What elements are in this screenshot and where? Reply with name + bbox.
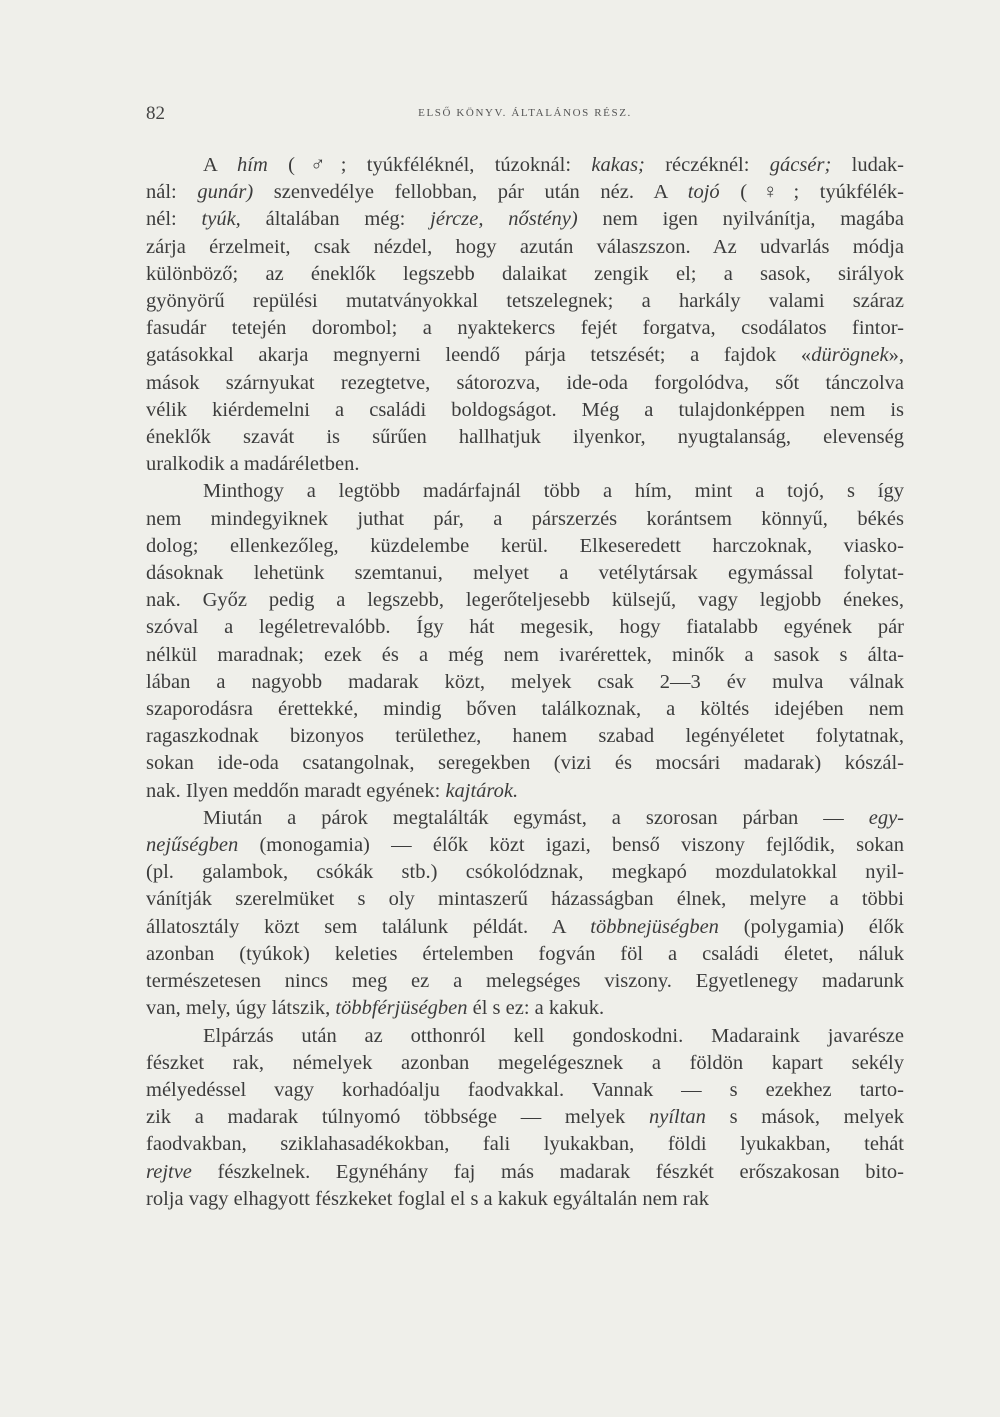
running-head: ELSŐ KÖNYV. ÁLTALÁNOS RÉSZ. xyxy=(418,107,632,119)
text-line xyxy=(146,560,904,587)
text-run: azonban (tyúkok) keleties értelemben fogván föl a családi életet, náluk xyxy=(146,942,904,965)
text-line xyxy=(146,424,904,451)
italic-term: nyíltan xyxy=(648,1106,706,1129)
text-run: van, mely, úgy látszik, xyxy=(146,997,336,1020)
text-line xyxy=(146,669,904,696)
text-line xyxy=(146,234,904,261)
text-line xyxy=(146,805,904,832)
text-run: s mások, melyek xyxy=(705,1106,904,1129)
italic-term: rejtve xyxy=(146,1160,192,1183)
text-run: A xyxy=(203,154,238,176)
text-run: él s ez: a kakuk. xyxy=(467,997,605,1020)
text-line xyxy=(146,206,904,233)
text-run: szaporodásra érettekké, mindig bőven találkoznak, a költés idejében nem xyxy=(146,698,904,721)
italic-term: tyúk, xyxy=(201,208,241,231)
text-line xyxy=(146,696,904,723)
text-line xyxy=(146,832,904,859)
text-line xyxy=(146,859,904,886)
paragraph xyxy=(146,805,904,1023)
text-run: mélyedéssel vagy korhadóalju faodvakkal. Vannak — s ezekhez tarto- xyxy=(146,1078,904,1101)
text-run: nem igen nyilvánítja, magába xyxy=(577,208,904,231)
text-run: dolog; ellenkezőleg, küzdelembe kerül. Elkeseredett harczoknak, viasko- xyxy=(146,534,904,557)
text-run: (pl. galambok, csókák stb.) csókolódznak, megkapó mozdulatokkal nyil- xyxy=(146,861,904,884)
italic-term: többférjüségben xyxy=(335,997,468,1020)
text-run: réczéknél: xyxy=(644,154,770,176)
text-run: nem mindegyiknek juthat pár, a párszerzés korántsem könnyű, békés xyxy=(146,507,904,530)
text-run: nak. Győz pedig a legszebb, legerőteljesebb külsejű, vagy legjobb énekes, xyxy=(146,589,904,612)
text-run: nél: xyxy=(146,208,202,231)
italic-term: kajtárok. xyxy=(445,779,519,802)
text-run: ragaszkodnak bizonyos területhez, hanem szabad legényéletet folytatnak, xyxy=(146,725,904,748)
text-run: általában még: xyxy=(240,208,431,231)
text-line xyxy=(146,1104,904,1131)
text-run: szóval a legéletrevalóbb. Így hát megesik, hogy fiatalabb egyének pár xyxy=(146,616,904,639)
text-run: Elpárzás után az otthonról kell gondoskodni. Madaraink javarésze xyxy=(203,1024,904,1047)
text-line xyxy=(146,642,904,669)
text-line xyxy=(146,750,904,777)
text-run: természetesen nincs meg ez a melegséges viszony. Egyetlenegy madarunk xyxy=(146,970,904,993)
text-run: lában a nagyobb madarak közt, melyek csak 2—3 év mulva válnak xyxy=(146,670,904,693)
text-line xyxy=(146,315,904,342)
text-run: nál: xyxy=(146,181,198,204)
text-run: állatosztály közt sem találunk példát. A xyxy=(146,915,591,938)
text-run: fészkelnek. Egynéhány faj más madarak fészkét erőszakosan bito- xyxy=(191,1160,904,1183)
text-line xyxy=(146,1186,904,1213)
italic-term: nejűségben xyxy=(146,834,239,857)
paragraph xyxy=(146,152,904,478)
text-line xyxy=(146,506,904,533)
text-line xyxy=(146,397,904,424)
italic-term: kakas; xyxy=(591,154,645,176)
text-line xyxy=(146,587,904,614)
text-run: (monogamia) — élők közt igazi, benső viszony fejlődik, sokan xyxy=(238,834,904,857)
text-run: (♀; tyúkfélék- xyxy=(719,181,904,204)
text-run: éneklők szavát is sűrűen hallhatjuk ilyenkor, nyugtalanság, elevenség xyxy=(146,426,904,449)
italic-term: hím xyxy=(237,154,268,176)
text-line xyxy=(146,342,904,369)
text-run: rolja vagy elhagyott fészkeket foglal el s a kakuk egyáltalán nem rak xyxy=(146,1187,709,1210)
text-run: sokan ide-oda csatangolnak, seregekben (vizi és mocsári madarak) kószál- xyxy=(146,752,904,775)
text-run: », xyxy=(888,344,904,367)
text-run: zik a madarak túlnyomó többsége — melyek xyxy=(146,1106,649,1129)
text-line xyxy=(146,533,904,560)
text-line xyxy=(146,152,904,179)
text-run: fasudár tetején dorombol; a nyaktekercs fejét forgatva, csodálatos fintor- xyxy=(146,317,904,340)
page-header xyxy=(146,103,904,129)
text-line xyxy=(146,1023,904,1050)
italic-term: többnejüségben xyxy=(590,915,719,938)
text-line xyxy=(146,968,904,995)
text-line xyxy=(146,1050,904,1077)
text-run: Miután a párok megtalálták egymást, a szorosan párban — xyxy=(203,806,869,829)
text-run: nélkül maradnak; ezek és a még nem ivarérettek, minők a sasok s álta- xyxy=(146,643,904,666)
text-run: vánítják szerelmüket s oly mintaszerű házasságban élnek, melyre a többi xyxy=(146,888,904,911)
body-text xyxy=(146,152,904,1213)
text-run: fészket rak, némelyek azonban megelégesznek a földön kapart sekély xyxy=(146,1051,904,1074)
paragraph xyxy=(146,478,904,804)
text-line xyxy=(146,614,904,641)
text-run: (♂; tyúkféléknél, túzoknál: xyxy=(267,154,592,176)
italic-term: jércze, nőstény) xyxy=(430,208,578,231)
text-line xyxy=(146,370,904,397)
text-run: Minthogy a legtöbb madárfajnál több a hím, mint a tojó, s így xyxy=(203,480,904,503)
text-run: vélik kiérdemelni a családi boldogságot. Még a tulajdonképpen nem is xyxy=(146,398,904,421)
italic-term: gunár) xyxy=(197,181,254,204)
text-run: gyönyörű repülési mutatványokkal tetszelegnek; a harkály valami száraz xyxy=(146,290,904,313)
text-line xyxy=(146,261,904,288)
text-run: uralkodik a madáréletben. xyxy=(146,453,360,476)
text-run: (polygamia) élők xyxy=(718,915,904,938)
text-line xyxy=(146,478,904,505)
italic-term: dürögnek xyxy=(811,344,889,367)
text-run: különböző; az éneklők legszebb dalaikat zengik el; a sasok, sirályok xyxy=(146,262,904,285)
text-line xyxy=(146,179,904,206)
text-line xyxy=(146,778,904,805)
text-line xyxy=(146,1159,904,1186)
text-line xyxy=(146,1131,904,1158)
text-run: ludak- xyxy=(831,154,904,176)
text-line xyxy=(146,941,904,968)
text-run: mások szárnyukat rezegtetve, sátorozva, ide-oda forgolódva, sőt tánczolva xyxy=(146,371,904,394)
paragraph xyxy=(146,1023,904,1213)
page-number: 82 xyxy=(146,103,165,124)
text-line xyxy=(146,1077,904,1104)
italic-term: egy- xyxy=(868,806,904,829)
text-run: nak. Ilyen meddőn maradt egyének: xyxy=(146,779,446,802)
text-line xyxy=(146,886,904,913)
text-run: szenvedélye fellobban, pár után néz. A xyxy=(253,181,688,204)
italic-term: tojó xyxy=(687,181,720,204)
text-run: dásoknak lehetünk szemtanui, melyet a vetélytársak egymással folytat- xyxy=(146,562,904,585)
text-run: zárja érzelmeit, csak nézdel, hogy azután válaszszon. Az udvarlás módja xyxy=(146,235,904,258)
text-run: faodvakban, sziklahasadékokban, fali lyukakban, földi lyukakban, tehát xyxy=(146,1133,904,1156)
text-line xyxy=(146,914,904,941)
text-line xyxy=(146,288,904,315)
text-run: gatásokkal akarja megnyerni leendő párja tetszését; a fajdok « xyxy=(146,344,812,367)
italic-term: gácsér; xyxy=(769,154,832,176)
text-line xyxy=(146,995,904,1022)
text-line xyxy=(146,451,904,478)
text-line xyxy=(146,723,904,750)
